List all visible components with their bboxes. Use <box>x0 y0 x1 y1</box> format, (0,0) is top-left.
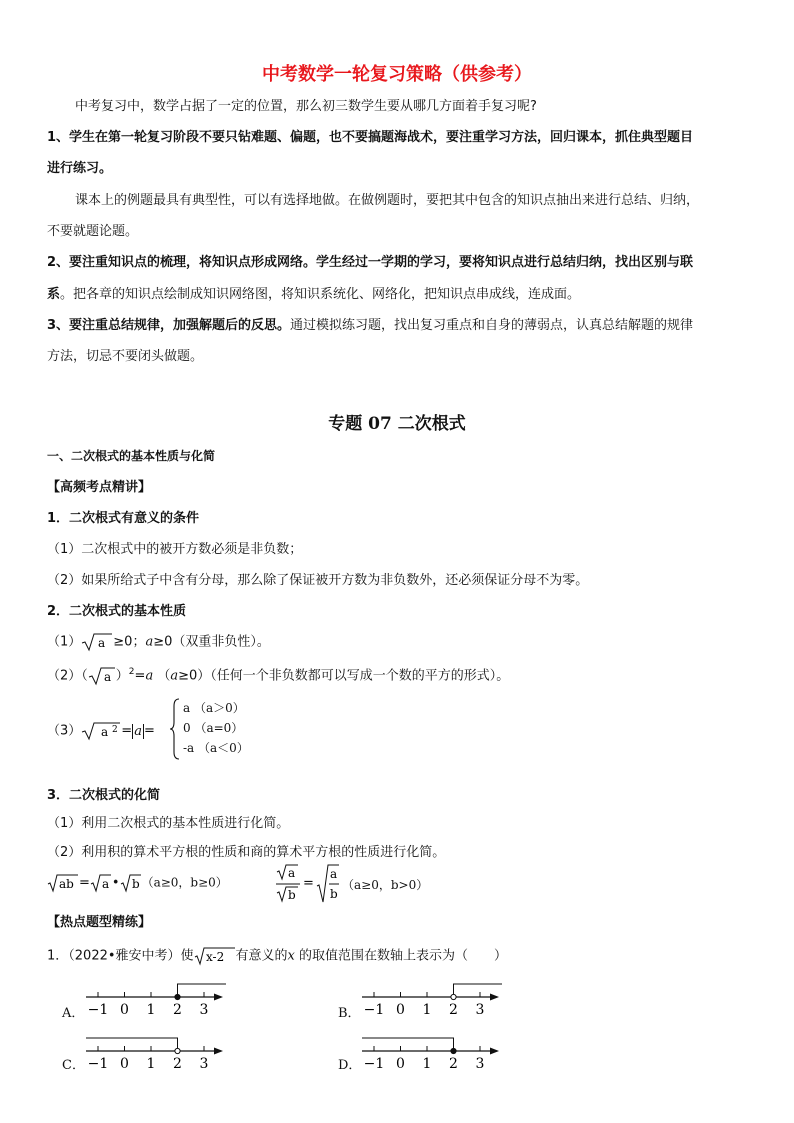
property-3 <box>47 696 347 762</box>
property-1-label: （1） <box>47 634 82 650</box>
property-2 <box>47 664 509 686</box>
product-rule-dot: • <box>111 875 120 891</box>
tick-label: 3 <box>199 1002 209 1018</box>
strategy-3-line-1-rest: 通过模拟练习题，找出复习重点和自身的薄弱点，认真总结解题的规律 <box>290 318 694 333</box>
point-3-heading: 3．二次根式的化简 <box>47 788 161 803</box>
case-negative: -a （a＜0） <box>183 741 249 755</box>
property-2-radicand: a <box>103 669 111 684</box>
point-1-heading: 1．二次根式有意义的条件 <box>47 511 200 526</box>
property-3-equals: = <box>121 723 133 739</box>
closed-endpoint <box>175 994 180 999</box>
tick-label: 2 <box>449 1002 458 1018</box>
strategy-3-line-1-bold: 3、要注重总结规律，加强解题后的反思。 <box>47 318 291 333</box>
quotient-lhs-denominator: b <box>288 888 296 902</box>
tick-label: 2 <box>173 1002 182 1018</box>
point-3-item-2: （2）利用积的算术平方根的性质和商的算术平方根的性质进行化简。 <box>47 845 446 860</box>
question-1-suffix-2: 的取值范围在数轴上表示为（ ） <box>294 948 508 964</box>
radical-sign-icon <box>194 946 236 966</box>
tick-label: −1 <box>87 1056 109 1072</box>
open-endpoint <box>175 1048 180 1053</box>
tick-label: −1 <box>363 1002 385 1018</box>
quotient-lhs-numerator: a <box>288 866 296 880</box>
quotient-lhs-fraction <box>276 864 302 904</box>
property-2-cond-var: a <box>170 668 179 684</box>
radical-sign-icon <box>81 721 121 741</box>
question-1-radicand: x-2 <box>205 950 224 964</box>
option-b-number-line <box>362 978 542 1026</box>
strategy-3-line-1 <box>47 318 693 334</box>
option-c-number-line <box>86 1032 266 1080</box>
tick-label: 0 <box>396 1002 405 1018</box>
product-rule-lhs: ab <box>59 877 74 891</box>
range-bracket <box>86 1038 178 1051</box>
product-rule-equals: = <box>79 875 90 891</box>
quotient-rule-equals: = <box>303 876 314 891</box>
option-b[interactable] <box>338 978 538 1026</box>
quotient-rhs-numerator: a <box>330 867 338 881</box>
property-1-tail: ≥0（双重非负性）。 <box>153 634 270 650</box>
point-3-item-1: （1）利用二次根式的基本性质进行化简。 <box>47 816 290 831</box>
option-d-label: D． <box>338 1058 362 1073</box>
property-1-radicand: a <box>98 636 106 650</box>
question-1-suffix-1: 有意义的 <box>235 948 288 964</box>
strategy-2-line-2 <box>47 287 580 303</box>
tick-label: 1 <box>146 1002 156 1018</box>
option-c-label: C． <box>62 1058 85 1073</box>
option-a-number-line <box>86 978 266 1026</box>
open-endpoint <box>451 994 456 999</box>
hot-topics-heading: 【热点题型精练】 <box>47 915 152 930</box>
option-a[interactable] <box>62 978 262 1026</box>
quotient-rule-formula <box>276 864 476 904</box>
property-3-cases <box>183 698 249 758</box>
case-zero: 0 （a=0） <box>183 721 244 735</box>
strategy-1-detail-line-2: 不要就题论题。 <box>47 224 139 239</box>
property-3-radicand: a <box>101 725 109 739</box>
question-1-variable: x <box>287 948 295 964</box>
property-2-exponent: 2 <box>128 667 135 677</box>
strategy-2-line-2-rest: 。把各章的知识点绘制成知识网络图，将知识系统化、网络化，把知识点串成线，连成面。 <box>60 287 581 302</box>
tick-label: 0 <box>120 1002 129 1018</box>
property-3-exponent: 2 <box>112 725 119 735</box>
section-1-heading: 一、二次根式的基本性质与化简 <box>47 449 216 463</box>
tick-label: 3 <box>475 1056 485 1072</box>
strategy-2-line-1: 2、要注重知识点的梳理，将知识点形成网络。学生经过一学期的学习，要将知识点进行总结归纳，找出区别与联 <box>47 255 694 270</box>
tick-label: −1 <box>363 1056 385 1072</box>
point-2-heading: 2．二次根式的基本性质 <box>47 604 187 619</box>
tick-label: 1 <box>146 1056 156 1072</box>
property-3-absolute-value: a <box>134 723 142 739</box>
strategy-1-line-1: 1、学生在第一轮复习阶段不要只钻难题、偏题，也不要搞题海战术，要注重学习方法，回归课本，抓住典型题目 <box>47 130 694 145</box>
radical-sign-icon <box>47 873 79 893</box>
product-rule-formula <box>47 873 228 895</box>
tick-label: −1 <box>87 1002 109 1018</box>
property-1-text: ≥0； <box>113 634 146 650</box>
tick-label: 0 <box>120 1056 129 1072</box>
page-title: 中考数学一轮复习策略（供参考） <box>262 64 532 85</box>
strategy-3-line-2: 方法，切忌不要闭头做题。 <box>47 349 204 364</box>
left-brace-icon <box>170 698 180 760</box>
property-2-equals: = <box>134 668 146 684</box>
option-b-label: B． <box>338 1006 361 1021</box>
property-2-cond-rest: ≥0）（任何一个非负数都可以写成一个数的平方的形式）。 <box>178 668 510 684</box>
product-rule-r1: a <box>101 877 110 891</box>
tick-label: 3 <box>475 1002 485 1018</box>
quotient-rhs-radical <box>316 864 340 904</box>
closed-endpoint <box>451 1048 456 1053</box>
product-rule-condition: （a≥0，b≥0） <box>141 875 228 890</box>
point-1-item-1: （1）二次根式中的被开方数必须是非负数； <box>47 542 303 557</box>
strategy-1-detail-line-1: 课本上的例题最具有典型性，可以有选择地做。在做例题时，要把其中包含的知识点抽出来进行总结、归纳， <box>75 193 700 208</box>
arrow-icon <box>490 1048 499 1055</box>
property-2-var: a <box>145 668 154 684</box>
radical-sign-icon <box>120 873 142 893</box>
radical-sign-icon <box>81 632 113 652</box>
product-rule-r2: b <box>131 877 140 891</box>
case-positive: a （a＞0） <box>183 701 245 715</box>
tick-label: 3 <box>199 1056 209 1072</box>
range-bracket <box>454 984 503 997</box>
topic-title: 专题 07 二次根式 <box>328 414 466 434</box>
tick-label: 1 <box>422 1056 432 1072</box>
option-d-number-line <box>362 1032 542 1080</box>
property-1-var: a <box>145 634 154 650</box>
option-a-label: A． <box>62 1006 85 1021</box>
tick-label: 1 <box>422 1002 432 1018</box>
option-c[interactable] <box>62 1032 262 1080</box>
property-1 <box>47 632 270 654</box>
property-3-lhs <box>47 721 155 741</box>
quotient-rule-condition: （a≥0，b>0） <box>342 878 429 892</box>
property-3-label: （3） <box>47 723 82 739</box>
property-3-equals-2: = <box>143 723 155 739</box>
quotient-rhs-denominator: b <box>330 887 338 901</box>
arrow-icon <box>214 1048 223 1055</box>
radical-sign-icon <box>88 666 116 686</box>
intro-paragraph: 中考复习中，数学占据了一定的位置，那么初三数学生要从哪几方面着手复习呢? <box>75 99 537 114</box>
arrow-icon <box>214 994 223 1001</box>
arrow-icon <box>490 994 499 1001</box>
range-bracket <box>178 984 227 997</box>
tick-label: 0 <box>396 1056 405 1072</box>
strategy-2-line-2-bold: 系 <box>47 287 61 302</box>
question-1 <box>47 946 507 968</box>
property-2-cond-open: （ <box>157 668 171 684</box>
high-frequency-heading: 【高频考点精讲】 <box>47 480 152 495</box>
property-2-close: ） <box>115 668 129 684</box>
range-bracket <box>362 1038 454 1051</box>
question-1-prefix: 1．（2022•雅安中考）使 <box>47 948 194 964</box>
strategy-1-line-2: 进行练习。 <box>47 161 113 176</box>
option-d[interactable] <box>338 1032 538 1080</box>
tick-label: 2 <box>449 1056 458 1072</box>
tick-label: 2 <box>173 1056 182 1072</box>
property-2-label: （2）（ <box>47 668 88 684</box>
point-1-item-2: （2）如果所给式子中含有分母，那么除了保证被开方数为非负数外，还必须保证分母不为零。 <box>47 573 589 588</box>
radical-sign-icon <box>90 873 112 893</box>
